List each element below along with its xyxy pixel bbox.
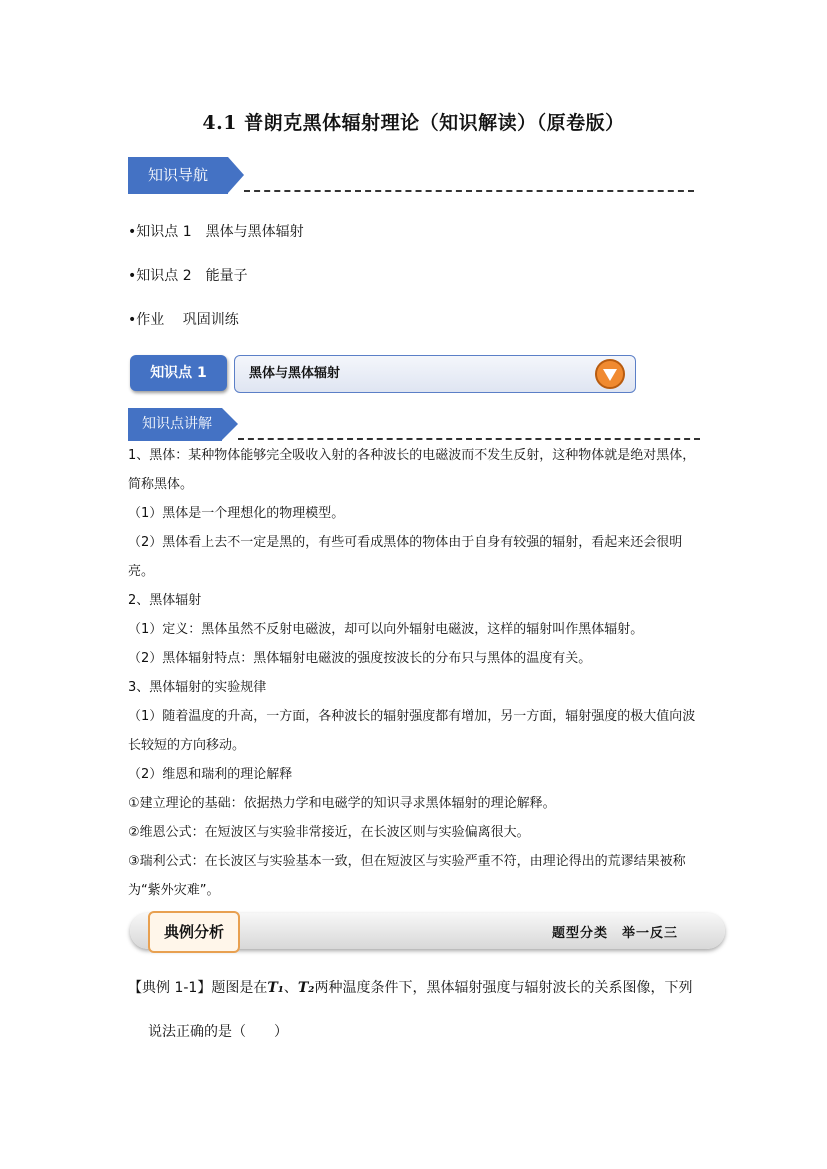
triangle-down-icon [595,359,625,389]
toc-item: •作业 巩固训练 [128,312,239,328]
example-tag: 典例分析 [148,911,240,953]
page-title: 4.1 普朗克黑体辐射理论（知识解读）（原卷版） [202,112,625,134]
paragraph: （1）黑体是一个理想化的物理模型。 [128,506,345,521]
paragraph: ③瑞利公式：在长波区与实验基本一致，但在短波区与实验严重不符，由理论得出的荒谬结果被称为“紫外灾难”。 [128,854,686,898]
temperature-t1: T₁ [267,980,284,996]
toc-item: •知识点 2 能量子 [128,268,248,284]
example-subtitle: 题型分类 举一反三 [552,926,679,941]
question-prefix: 【典例 1-1】题图是在 [128,980,268,996]
nav-divider [244,190,694,192]
explanation-body [128,441,708,905]
paragraph: （2）黑体看上去不一定是黑的，有些可看成黑体的物体由于自身有较强的辐射，看起来还会很明亮。 [128,535,683,579]
question-line-2: 说法正确的是（ ） [148,1024,288,1040]
nav-banner [128,157,228,194]
paragraph: （2）维恩和瑞利的理论解释 [128,767,293,782]
knowledge-point-title-text: 黑体与黑体辐射 [249,366,341,381]
paragraph: （1）随着温度的升高，一方面，各种波长的辐射强度都有增加，另一方面，辐射强度的极大值向波长较短的方向移动。 [128,709,696,753]
knowledge-point-tag: 知识点 1 [130,355,227,391]
question-rest: 两种温度条件下，黑体辐射强度与辐射波长的关系图像，下列 [314,980,693,996]
knowledge-point-title [234,355,636,393]
question-line-1 [128,968,718,1008]
banner-arrow-icon [222,408,238,440]
example-question [128,968,718,1052]
paragraph: ①建立理论的基础：依据热力学和电磁学的知识寻求黑体辐射的理论解释。 [128,796,556,811]
question-separator: 、 [283,980,298,996]
banner-arrow-icon [228,157,244,193]
explain-banner [128,408,222,441]
explain-divider [238,438,700,440]
paragraph: 3、黑体辐射的实验规律 [128,680,267,695]
toc-item: •知识点 1 黑体与黑体辐射 [128,224,304,240]
paragraph: ②维恩公式：在短波区与实验非常接近，在长波区则与实验偏离很大。 [128,825,530,840]
nav-banner-label: 知识导航 [148,166,209,184]
paragraph: 1、黑体：某种物体能够完全吸收入射的各种波长的电磁波而不发生反射，这种物体就是绝对黑体，简称黑体。 [128,448,696,492]
temperature-t2: T₂ [297,980,315,996]
paragraph: （2）黑体辐射特点：黑体辐射电磁波的强度按波长的分布只与黑体的温度有关。 [128,651,592,666]
paragraph: 2、黑体辐射 [128,593,202,608]
explain-banner-label: 知识点讲解 [142,416,212,432]
paragraph: （1）定义：黑体虽然不反射电磁波，却可以向外辐射电磁波，这样的辐射叫作黑体辐射。 [128,622,644,637]
